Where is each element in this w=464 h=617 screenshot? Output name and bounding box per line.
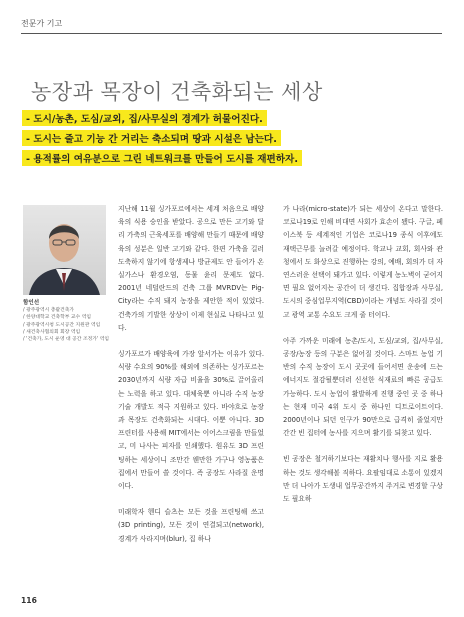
author-portrait-illustration	[23, 205, 106, 295]
highlight-list	[22, 110, 302, 170]
author-portrait	[23, 205, 106, 295]
body-paragraph: 가 나라(micro-state)가 되는 세상이 온다고 말한다. 코로나19로 인해 비대면 사회가 효손이 됐다. 구글, 페이스북 등 세계적인 기업은 코로나19 종식 이후에도 재택근무를 늘려갈 예정이다. 학교나 교회, 회사와 관청에서 도 화상으로 진행하는 강의, 예배, 회의가 더 자연스러운 선택이 돼가고 있다. 이렇게 농노벽이 굳어지면 필요 없어지는 공간이 더 생긴다. 집합장과 사무실, 도시의 중심업무지역(CBD)이라는 개념도 사라질 것이고 광역 교통 수요도 크게 줄 터이다.	[283, 205, 443, 319]
body-paragraph: 빈 공장은 철거하기보다는 재활치나 행사를 지로 활용하는 것도 생각해볼 직하다. 요팔임대로 소통이 있겠지만 더 나아가 도생내 업무공간까지 주거로 변경할 구상도 필요하	[283, 455, 443, 504]
article-column-right	[283, 203, 443, 506]
body-paragraph: 싱가포르가 배양육에 가장 앞서가는 이유가 있다. 식량 수요의 90%를 해외에 의존하는 싱가포르는 2030년까지 식량 자급 비율을 30%로 끌어올리는 노력을 하고 있다. 대체육뿐 아니라 수직 농장 기술 개발도 적극 지원하고 있다. 바야흐로 농장과 목장도 건축화되는 시대다. 이뿐 아니다. 3D 프린터를 사용해 MIT에서는 이어스크림을 만들었고, 미 나사는 피자를 인쇄했다. 원유도 3D 프린팅하는 세상이니 조만간 웬만한 가구나 영농품은 집에서 만들어 쓸 것이다. 즉 공장도 사라질 운명이다.	[118, 350, 264, 491]
body-paragraph: 미래학자 헨디 슬츠는 모든 것을 프린팅해 쓰고(3D printing), 모든 것이 연결되고(network), 경계가 사라지며(blur), 집 하나	[118, 508, 264, 543]
header-rule	[21, 33, 442, 34]
page-number: 116	[21, 596, 37, 605]
author-credential: / '건축가, 도시 운영 대 공간 조정가' 역임	[23, 337, 109, 343]
body-paragraph: 지난해 11월 싱가포르에서는 세계 처음으로 배양육의 식용 승인을 받았다. 공으로 만든 고기와 달리 가축의 근육세포를 배양해 만들기 때문에 배양육의 성분은 일반 고기와 같다. 한편 가축을 길러 도축하지 않기에 항생제나 방균제도 안 들어가 온실가스나 환경오염, 동물 윤리 문제도 없다. 2001년 네덜란드의 건축 그룹 MVRDV는 Pig-City라는 수직 돼지 농장을 제안한 적이 있었다. 건축가의 기발한 상상이 이제 현실로 나타나고 있다.	[118, 205, 264, 332]
article-title: 농장과 목장이 건축화되는 세상	[31, 80, 323, 104]
author-bio	[23, 300, 113, 343]
author-credential: / 광주광역시청 도시공간 지원관 역임	[23, 322, 101, 328]
highlight-item: - 도시는 줄고 기능 간 거리는 축소되며 땅과 시설은 남는다.	[22, 130, 281, 146]
section-label: 전문가 기고	[21, 19, 63, 28]
author-name: 함인선	[23, 300, 40, 306]
author-credential: / 새건축사협의회 회장 역임	[23, 329, 81, 335]
article-column-left	[118, 203, 264, 546]
highlight-item: - 도시/농촌, 도심/교외, 집/사무실의 경계가 허물어진다.	[22, 110, 267, 126]
author-credential: / 광주광역시 총괄건축가	[23, 308, 75, 314]
highlight-item: - 용적률의 여유분으로 그린 네트워크를 만들어 도시를 재편하자.	[22, 150, 302, 166]
body-paragraph: 아주 가까운 미래에 농촌/도시, 도심/교외, 집/사무실, 공장/농장 등의 구분은 없어질 것이다. 스마트 농업 기반의 수직 농장이 도시 곳곳에 들어서면 운송에 드는 에너지도 절감될뿐더러 신선한 식재료의 빠른 공급도 가능하다. 도시 농업이 활발하게 진행 중인 곳 중 하나는 현재 미국 4위 도시 중 하나인 디트로이트이다. 2000년이나 되던 인구가 90만으로 급격히 줄었지만 간간 빈 집터에 농사를 지으며 활기를 되찾고 있다.	[283, 336, 443, 438]
author-credential: / 한양대학교 건축학부 교수 역임	[23, 315, 91, 321]
